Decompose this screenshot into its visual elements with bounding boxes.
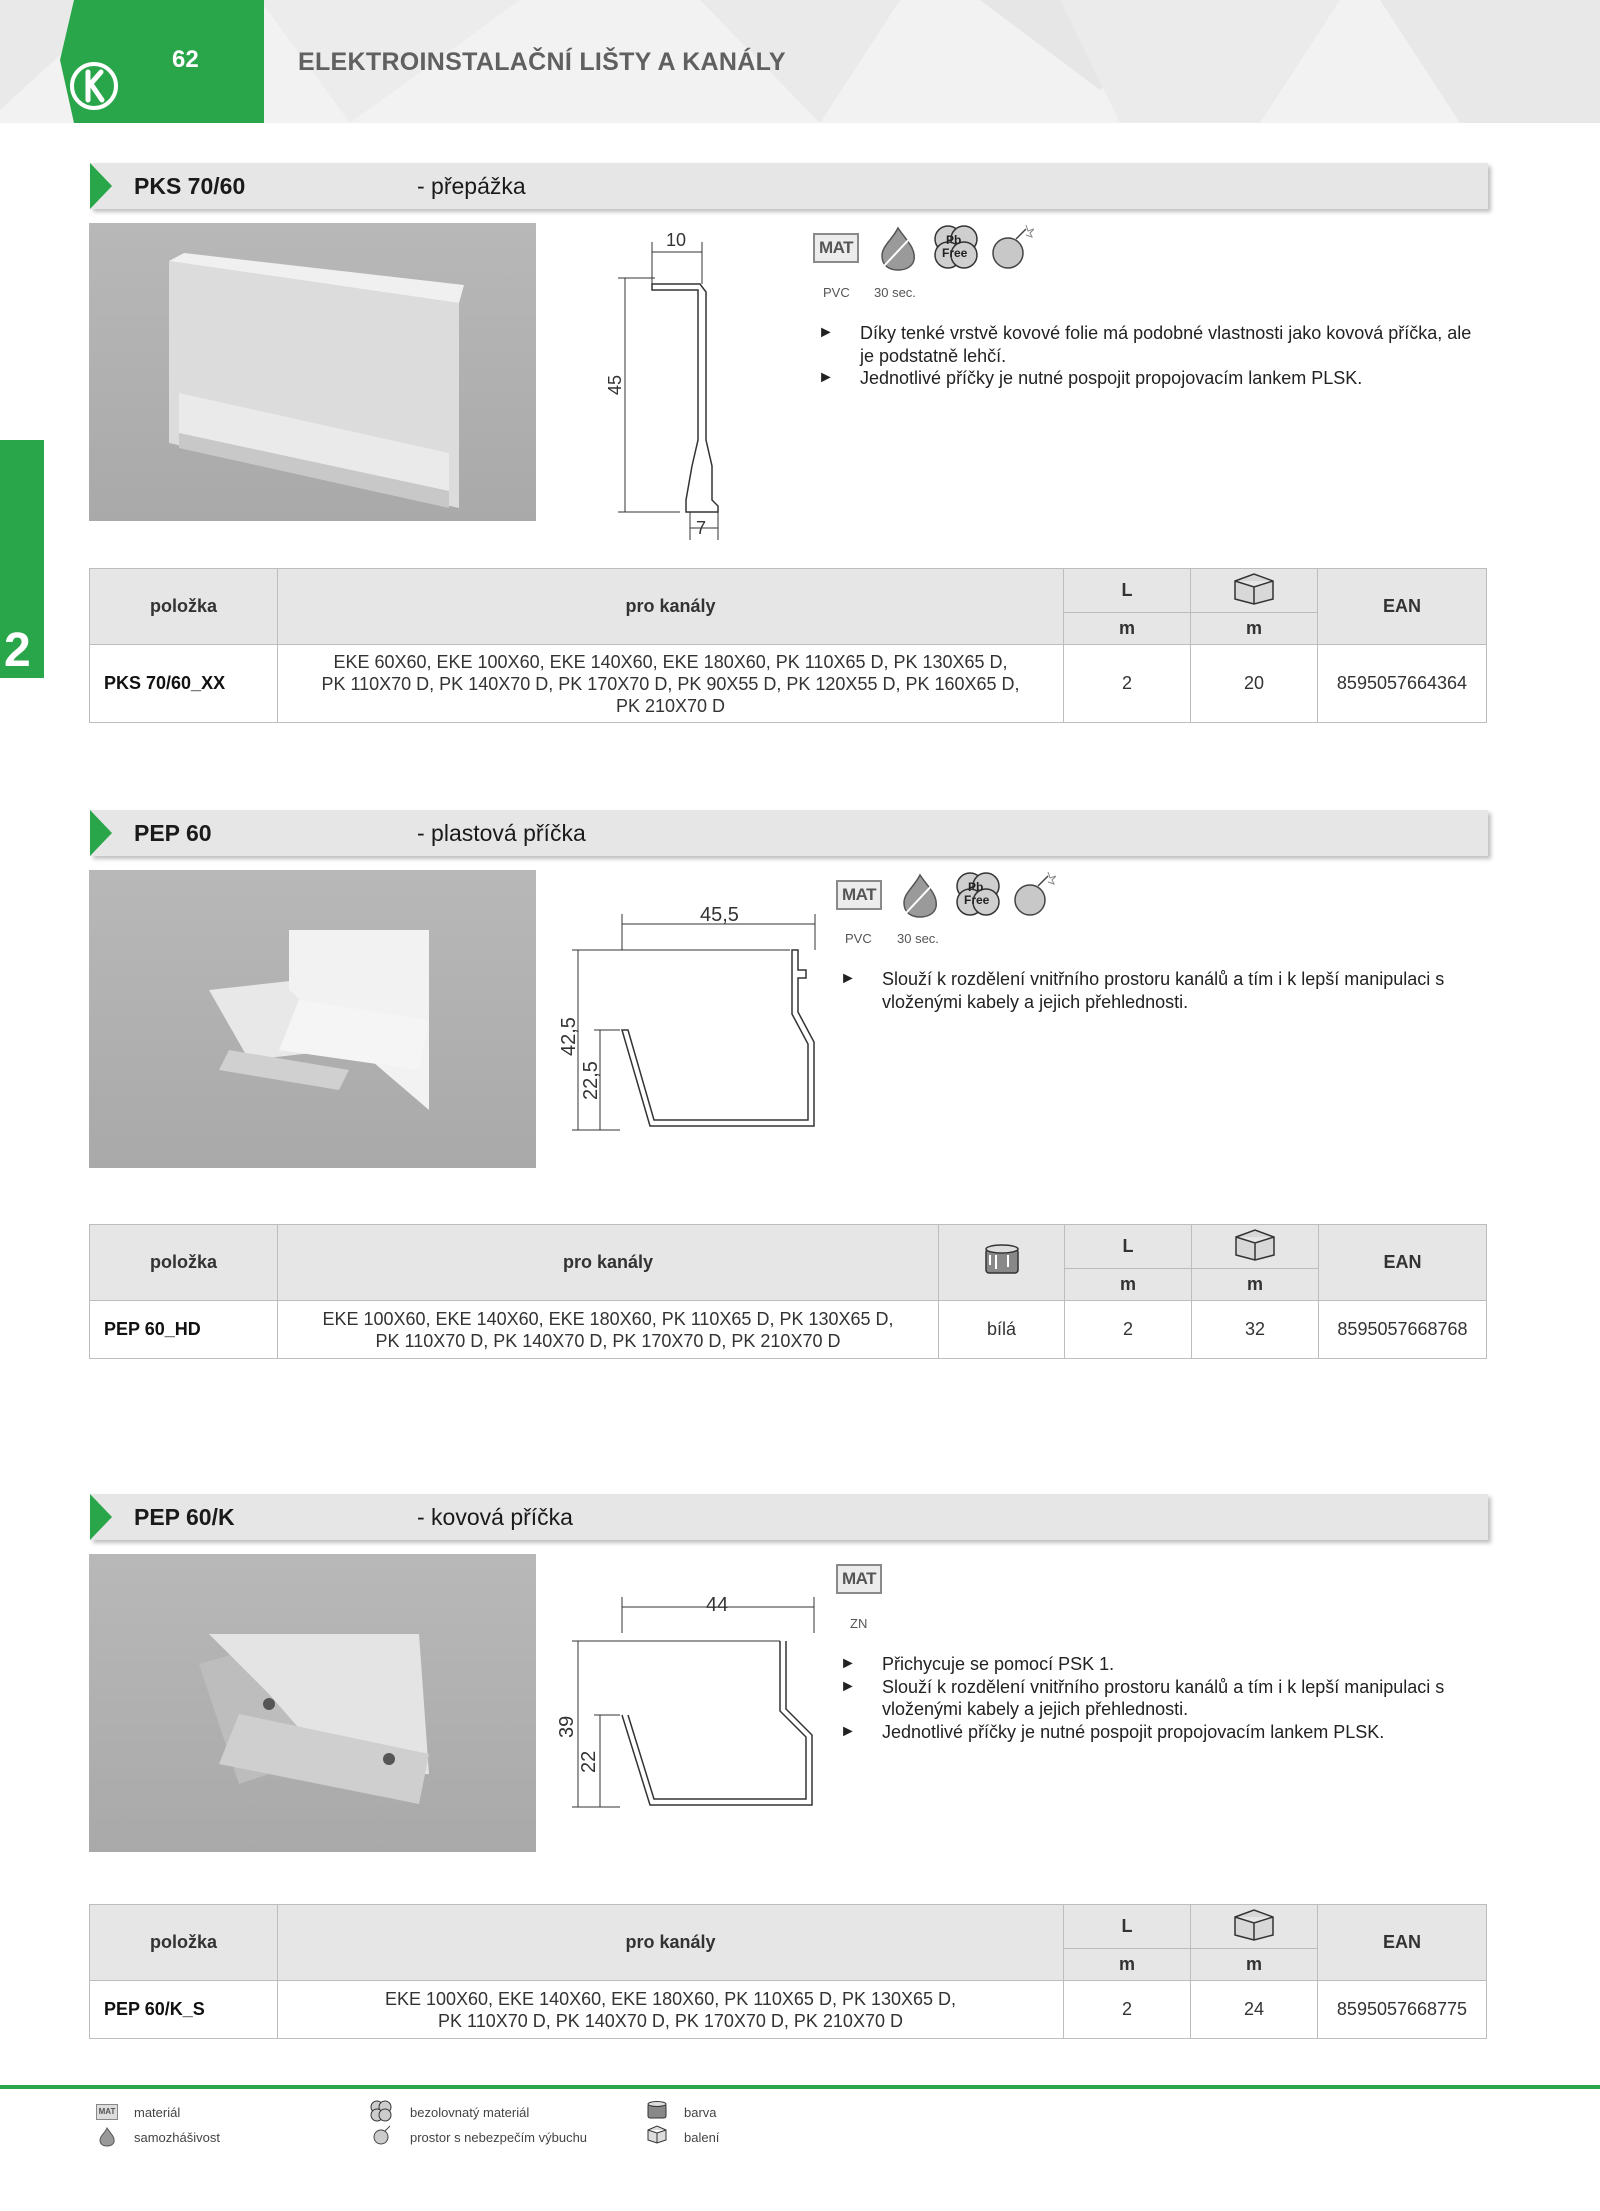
feature-item: ► Jednotlivé příčky je nutné pospojit propojovacím lankem PLSK. [818, 367, 1478, 390]
header-length: L [1064, 1905, 1191, 1949]
section-code: PEP 60/K [134, 1504, 235, 1530]
material-value: ZN [850, 1616, 868, 1631]
length-value: 2 [1064, 1981, 1191, 2039]
pack-value: 24 [1191, 1981, 1318, 2039]
material-icon: MAT [836, 880, 882, 910]
header-length: L [1065, 1225, 1192, 1269]
channels-line: EKE 60X60, EKE 100X60, EKE 140X60, EKE 180X60, PK 110X65 D, PK 130X65 D, [333, 651, 1008, 672]
table-row [90, 1301, 1487, 1359]
pack-value: 20 [1191, 645, 1318, 723]
section-header-pep60k [90, 1494, 1488, 1540]
dimension-inner-height: 22 [578, 1750, 600, 1773]
explosion-hazard-icon [1012, 870, 1056, 918]
header-unit: m [1191, 613, 1318, 645]
header-background [0, 0, 1600, 123]
feature-list [840, 968, 1480, 1013]
channels-line: EKE 100X60, EKE 140X60, EKE 180X60, PK 110X65 D, PK 130X65 D, [384, 1988, 957, 2009]
dimension-inner-height: 22,5 [580, 1061, 602, 1100]
lead-free-label-2: Free [942, 246, 968, 260]
chapter-number: 2 [4, 624, 31, 677]
feature-item: ► Díky tenké vrstvě kovové folie má podobné vlastnosti jako kovová příčka, ale je podstatně lehčí. [818, 322, 1478, 367]
section-description: - přepážka [417, 173, 526, 199]
legend-self-extinguishing: samozhášivost [134, 2130, 220, 2145]
feature-item: ► Jednotlivé příčky je nutné pospojit propojovacím lankem PLSK. [840, 1721, 1480, 1744]
channels-line: PK 110X70 D, PK 140X70 D, PK 170X70 D, PK 210X70 D [438, 2010, 903, 2031]
item-code: PEP 60_HD [90, 1301, 278, 1359]
packing-header-icon [1191, 1905, 1318, 1949]
document-title: ELEKTROINSTALAČNÍ LIŠTY A KANÁLY [298, 48, 786, 76]
feature-item: ► Slouží k rozdělení vnitřního prostoru kanálů a tím i k lepší manipulaci s vloženými kabely a jejich přehlednosti. [840, 1676, 1480, 1721]
self-extinguishing-value: 30 sec. [897, 931, 939, 946]
header-channels: pro kanály [278, 1905, 1064, 1981]
lead-free-label-1: Pb [968, 880, 984, 894]
header-unit: m [1192, 1269, 1319, 1301]
color-header-icon [939, 1225, 1065, 1301]
section-code: PEP 60 [134, 820, 212, 846]
section-description: - plastová příčka [417, 820, 586, 846]
chapter-tab [0, 440, 44, 678]
channels-cell [278, 1981, 1064, 2039]
header-unit: m [1065, 1269, 1192, 1301]
header-unit: m [1064, 1949, 1191, 1981]
product-render [89, 223, 536, 521]
material-value: PVC [823, 285, 850, 300]
item-code: PEP 60/K_S [90, 1981, 278, 2039]
dimension-height: 42,5 [558, 1017, 580, 1056]
channels-cell [278, 1301, 939, 1359]
legend-lead-free: bezolovnatý materiál [410, 2105, 530, 2120]
section-description: - kovová příčka [417, 1504, 573, 1530]
section-header-pep60 [90, 810, 1488, 856]
dimension-width: 10 [666, 230, 687, 250]
legend-material: materiál [134, 2105, 181, 2120]
legend-color-icon [646, 2100, 668, 2125]
pep60-profile-svg [560, 900, 830, 1140]
channels-line: PK 210X70 D [615, 695, 726, 716]
channels-line: EKE 100X60, EKE 140X60, EKE 180X60, PK 110X65 D, PK 130X65 D, [322, 1308, 894, 1329]
ean-value: 8595057668775 [1318, 1981, 1487, 2039]
dimension-width: 44 [706, 1594, 729, 1616]
legend-explosion-icon [372, 2124, 392, 2151]
material-icon: MAT [813, 233, 859, 263]
dimension-base: 7 [696, 518, 707, 538]
spec-table [89, 568, 1487, 723]
dimension-width: 45,5 [700, 904, 739, 926]
self-extinguishing-value: 30 sec. [874, 285, 916, 300]
lead-free-label-2: Free [964, 893, 990, 907]
material-icon: MAT [836, 1564, 882, 1594]
header-unit: m [1064, 613, 1191, 645]
color-value: bílá [939, 1301, 1065, 1359]
feature-item: ► Přichycuje se pomocí PSK 1. [840, 1653, 1480, 1676]
section-code: PKS 70/60 [134, 173, 246, 199]
section-arrow-icon [90, 163, 112, 209]
spec-table [89, 1904, 1487, 2039]
channels-line: PK 110X70 D, PK 140X70 D, PK 170X70 D, PK 90X55 D, PK 120X55 D, PK 160X65 D, [321, 673, 1020, 694]
pep60k-profile-svg [560, 1585, 830, 1815]
legend-packing: balení [684, 2130, 720, 2145]
page-number: 62 [172, 46, 199, 73]
pack-value: 32 [1192, 1301, 1319, 1359]
header-length: L [1064, 569, 1191, 613]
packing-header-icon [1191, 569, 1318, 613]
length-value: 2 [1065, 1301, 1192, 1359]
self-extinguishing-icon [876, 226, 920, 272]
section-arrow-icon [90, 810, 112, 856]
header-unit: m [1191, 1949, 1318, 1981]
feature-list [818, 322, 1478, 390]
company-logo [68, 60, 120, 112]
profile-drawing [560, 1585, 830, 1815]
section-header-pks [90, 163, 1488, 209]
header-ean: EAN [1319, 1225, 1487, 1301]
ean-value: 8595057664364 [1318, 645, 1487, 723]
header-ean: EAN [1318, 1905, 1487, 1981]
header-item: položka [90, 1905, 278, 1981]
profile-drawing [560, 900, 830, 1140]
legend-packing-icon [646, 2124, 668, 2149]
lead-free-label-1: Pb [946, 233, 962, 247]
item-code: PKS 70/60_XX [90, 645, 278, 723]
header-item: položka [90, 1225, 278, 1301]
product-photo [89, 870, 536, 1168]
explosion-hazard-icon [990, 223, 1034, 271]
table-row [90, 1981, 1487, 2039]
product-render [89, 870, 536, 1168]
packing-header-icon [1192, 1225, 1319, 1269]
legend-self-extinguishing-icon [98, 2127, 116, 2152]
channels-line: PK 110X70 D, PK 140X70 D, PK 170X70 D, PK 210X70 D [375, 1330, 841, 1351]
dimension-height: 39 [556, 1715, 578, 1738]
legend-lead-free-icon [370, 2100, 392, 2127]
header-channels: pro kanály [278, 569, 1064, 645]
channels-cell [278, 645, 1064, 723]
spec-table [89, 1224, 1487, 1359]
ean-value: 8595057668768 [1319, 1301, 1487, 1359]
header-item: položka [90, 569, 278, 645]
dimension-height: 45 [605, 374, 625, 395]
feature-item: ► Slouží k rozdělení vnitřního prostoru kanálů a tím i k lepší manipulaci s vloženými kabely a jejich přehlednosti. [840, 968, 1480, 1013]
legend-material-icon: MAT [96, 2104, 118, 2120]
header-channels: pro kanály [278, 1225, 939, 1301]
section-arrow-icon [90, 1494, 112, 1540]
footer-divider [0, 2085, 1600, 2089]
header-ean: EAN [1318, 569, 1487, 645]
material-value: PVC [845, 931, 872, 946]
product-render [89, 1554, 536, 1852]
feature-list [840, 1653, 1480, 1743]
legend-color: barva [684, 2105, 717, 2120]
table-row [90, 645, 1487, 723]
length-value: 2 [1064, 645, 1191, 723]
legend-explosion: prostor s nebezpečím výbuchu [410, 2130, 588, 2145]
product-photo [89, 1554, 536, 1852]
product-photo [89, 223, 536, 521]
self-extinguishing-icon [898, 873, 942, 919]
header-pattern [0, 0, 1600, 123]
